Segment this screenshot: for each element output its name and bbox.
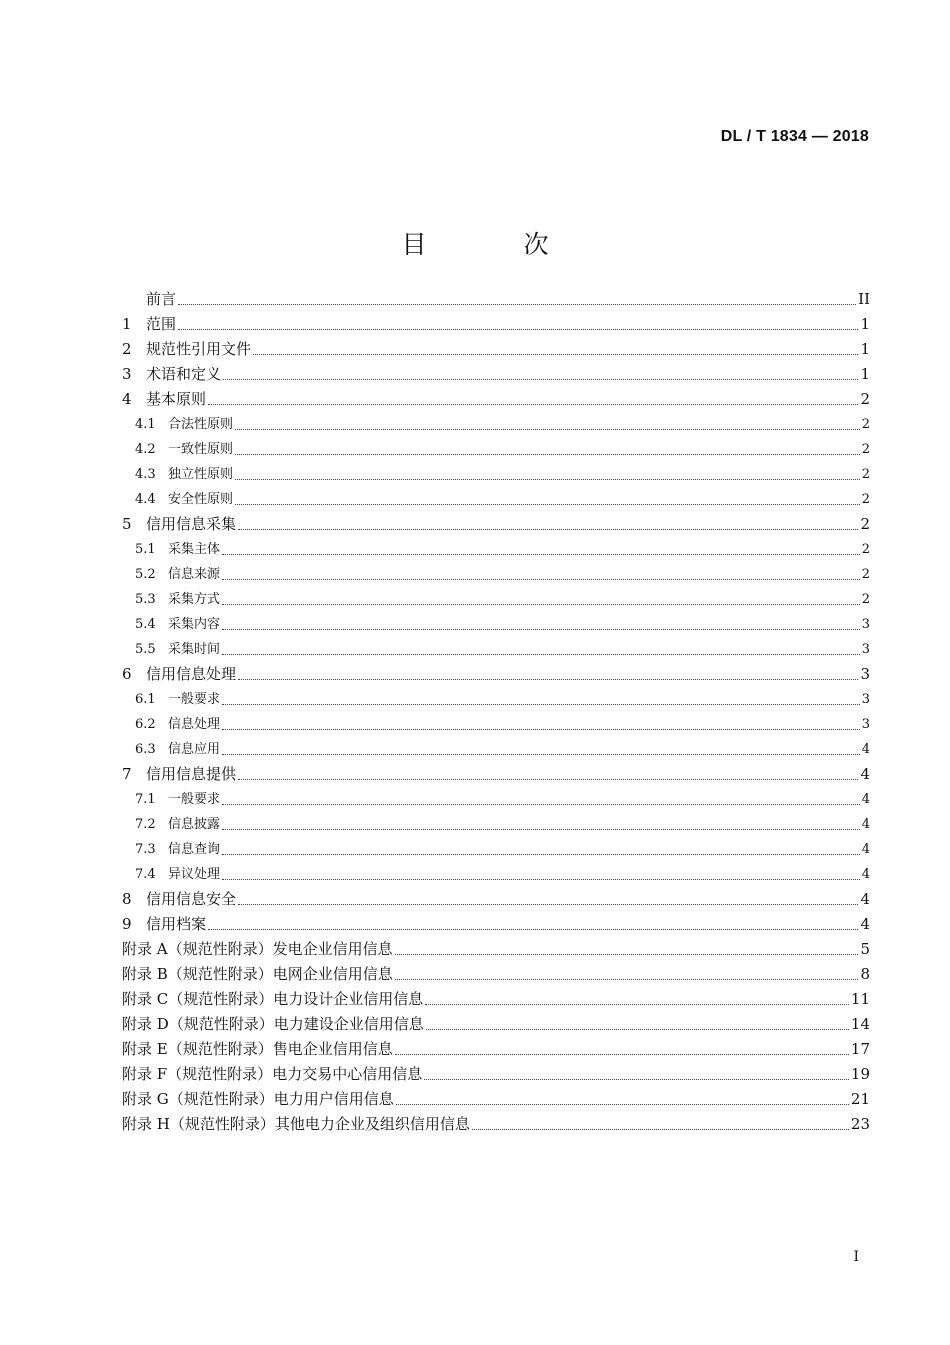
toc-leader — [208, 404, 858, 405]
toc-entry[interactable] — [122, 762, 870, 787]
toc-leader — [222, 554, 860, 555]
toc-entry[interactable] — [122, 712, 870, 737]
toc-entry[interactable] — [122, 662, 870, 687]
toc-number: 附录 G（规范性附录） — [122, 1090, 274, 1108]
toc-number: 4 — [122, 390, 132, 408]
toc-number: 8 — [122, 890, 132, 908]
toc-page: 4 — [861, 742, 870, 757]
toc-label: 电力建设企业信用信息 — [273, 1015, 424, 1033]
toc-entry[interactable] — [122, 562, 870, 587]
toc-number: 7.3 — [135, 842, 156, 857]
toc-number: 附录 C（规范性附录） — [122, 990, 274, 1008]
toc-leader — [222, 829, 860, 830]
toc-number: 附录 H（规范性附录） — [122, 1115, 275, 1133]
toc-entry[interactable] — [122, 837, 870, 862]
toc-label: 一般要求 — [168, 692, 221, 707]
toc-entry[interactable] — [122, 1112, 870, 1137]
toc-label: 合法性原则 — [168, 417, 234, 432]
toc-label: 规范性引用文件 — [146, 340, 252, 358]
toc-number: 附录 E（规范性附录） — [122, 1040, 273, 1058]
toc-number: 6.1 — [135, 692, 156, 707]
toc-label: 电力设计企业信用信息 — [273, 990, 424, 1008]
toc-leader — [395, 954, 859, 955]
toc-entry[interactable] — [122, 1087, 870, 1112]
toc-page: 17 — [850, 1040, 870, 1058]
toc-page: 2 — [861, 592, 870, 607]
toc-leader — [235, 504, 860, 505]
toc-number: 7.1 — [135, 792, 156, 807]
toc-number: 5 — [122, 515, 132, 533]
toc-entry[interactable] — [122, 462, 870, 487]
page-title: 目 次 — [401, 229, 585, 259]
toc-entry[interactable] — [122, 862, 870, 887]
toc-number: 5.2 — [135, 567, 156, 582]
toc-page: 2 — [860, 515, 870, 533]
toc-page: 3 — [861, 617, 870, 632]
toc-leader — [222, 879, 860, 880]
toc-page: 4 — [861, 817, 870, 832]
toc-number: 5.1 — [135, 542, 156, 557]
toc-entry[interactable] — [122, 362, 870, 387]
toc-page: II — [858, 290, 870, 308]
toc-page: 23 — [850, 1115, 870, 1133]
toc-label: 售电企业信用信息 — [272, 1040, 393, 1058]
toc-leader — [235, 479, 860, 480]
toc-leader — [235, 454, 860, 455]
toc-label: 信用信息安全 — [146, 890, 237, 908]
toc-page: 4 — [860, 915, 870, 933]
toc-label: 独立性原则 — [168, 467, 234, 482]
toc-number: 附录 F（规范性附录） — [122, 1065, 273, 1083]
toc-label: 电力用户信用信息 — [273, 1090, 394, 1108]
toc-page: 8 — [860, 965, 870, 983]
toc-label: 一致性原则 — [168, 442, 234, 457]
toc-leader — [426, 1029, 849, 1030]
toc-number: 3 — [122, 365, 132, 383]
toc-entry[interactable] — [122, 1037, 870, 1062]
toc-page: 4 — [861, 792, 870, 807]
toc-page: 1 — [860, 315, 870, 333]
toc-entry[interactable] — [122, 1012, 870, 1037]
toc-number: 5.3 — [135, 592, 156, 607]
toc-label: 发电企业信用信息 — [272, 940, 393, 958]
standard-code: DL / T 1834 — 2018 — [720, 128, 869, 145]
toc-label: 采集时间 — [168, 642, 221, 657]
toc-leader — [222, 754, 860, 755]
toc-page: 3 — [860, 665, 870, 683]
toc-label: 信息来源 — [168, 567, 221, 582]
toc-page: 4 — [861, 867, 870, 882]
toc-label: 信用信息采集 — [146, 515, 237, 533]
toc-label: 采集方式 — [168, 592, 221, 607]
toc-number: 5.5 — [135, 642, 156, 657]
toc-entry[interactable] — [122, 487, 870, 512]
toc-leader — [235, 429, 860, 430]
toc-leader — [222, 579, 860, 580]
toc-number: 附录 D（规范性附录） — [122, 1015, 274, 1033]
toc-leader — [396, 1104, 849, 1105]
toc-page: 4 — [860, 765, 870, 783]
toc-entry[interactable] — [122, 887, 870, 912]
toc-leader — [424, 1079, 849, 1080]
toc-page: 3 — [861, 717, 870, 732]
toc-entry[interactable] — [122, 812, 870, 837]
toc-entry[interactable] — [122, 337, 870, 362]
toc-label: 电力交易中心信用信息 — [272, 1065, 423, 1083]
toc-page: 4 — [860, 890, 870, 908]
toc-number: 4.3 — [135, 467, 156, 482]
toc-number: 4.1 — [135, 417, 156, 432]
toc-page: 2 — [861, 442, 870, 457]
toc-entry[interactable] — [122, 687, 870, 712]
toc-label: 其他电力企业及组织信用信息 — [274, 1115, 470, 1133]
toc-leader — [238, 779, 858, 780]
toc-entry[interactable] — [122, 437, 870, 462]
toc-number: 4.2 — [135, 442, 156, 457]
toc-leader — [253, 354, 858, 355]
toc-page: 5 — [860, 940, 870, 958]
toc-number: 6.3 — [135, 742, 156, 757]
toc-label: 术语和定义 — [146, 365, 222, 383]
toc-entry[interactable] — [122, 937, 870, 962]
toc-number: 1 — [122, 315, 132, 333]
toc-label: 前言 — [146, 290, 177, 308]
toc-leader — [222, 604, 860, 605]
toc-label: 电网企业信用信息 — [272, 965, 393, 983]
toc-number: 附录 B（规范性附录） — [122, 965, 273, 983]
toc-entry[interactable] — [122, 637, 870, 662]
toc-entry[interactable] — [122, 587, 870, 612]
toc-entry[interactable] — [122, 912, 870, 937]
toc-entry[interactable] — [122, 962, 870, 987]
toc-leader — [425, 1004, 849, 1005]
toc-number: 7 — [122, 765, 132, 783]
toc-number: 5.4 — [135, 617, 156, 632]
toc-number: 4.4 — [135, 492, 156, 507]
toc-leader — [238, 529, 858, 530]
toc-number: 6.2 — [135, 717, 156, 732]
toc-entry[interactable] — [122, 537, 870, 562]
toc-entry[interactable] — [122, 312, 870, 337]
toc-page: 2 — [861, 492, 870, 507]
toc-entry[interactable] — [122, 1062, 870, 1087]
toc-page: 4 — [861, 842, 870, 857]
toc-page: 2 — [861, 542, 870, 557]
toc-page: 1 — [860, 365, 870, 383]
toc-label: 信息披露 — [168, 817, 221, 832]
toc-label: 异议处理 — [168, 867, 221, 882]
toc-number: 附录 A（规范性附录） — [122, 940, 273, 958]
toc-entry[interactable] — [122, 612, 870, 637]
toc-entry[interactable] — [122, 412, 870, 437]
toc-entry[interactable] — [122, 512, 870, 537]
toc-entry[interactable] — [122, 387, 870, 412]
toc-number: 7.4 — [135, 867, 156, 882]
toc-label: 信用信息提供 — [146, 765, 237, 783]
toc-leader — [472, 1129, 849, 1130]
page-number: I — [853, 1249, 859, 1265]
toc-page: 2 — [860, 390, 870, 408]
toc-label: 范围 — [146, 315, 177, 333]
toc-label: 基本原则 — [146, 390, 207, 408]
toc-entry[interactable] — [122, 737, 870, 762]
toc-label: 信息应用 — [168, 742, 221, 757]
toc-label: 信息处理 — [168, 717, 221, 732]
toc-label: 安全性原则 — [168, 492, 234, 507]
toc-number: 9 — [122, 915, 132, 933]
toc-page: 2 — [861, 467, 870, 482]
toc-page: 3 — [861, 642, 870, 657]
toc-leader — [223, 379, 858, 380]
table-of-contents — [122, 287, 870, 1137]
toc-number: 7.2 — [135, 817, 156, 832]
toc-entry[interactable] — [122, 987, 870, 1012]
toc-page: 3 — [861, 692, 870, 707]
toc-leader — [222, 854, 860, 855]
toc-leader — [178, 304, 856, 305]
toc-page: 2 — [861, 567, 870, 582]
toc-page: 19 — [850, 1065, 870, 1083]
toc-page: 14 — [850, 1015, 870, 1033]
toc-page: 11 — [850, 990, 870, 1008]
toc-label: 信用信息处理 — [146, 665, 237, 683]
toc-leader — [222, 804, 860, 805]
toc-label: 采集内容 — [168, 617, 221, 632]
toc-leader — [238, 904, 858, 905]
toc-page: 2 — [861, 417, 870, 432]
toc-leader — [222, 629, 860, 630]
toc-leader — [222, 704, 860, 705]
toc-label: 一般要求 — [168, 792, 221, 807]
toc-label: 采集主体 — [168, 542, 221, 557]
toc-label: 信息查询 — [168, 842, 221, 857]
toc-entry[interactable] — [122, 787, 870, 812]
toc-leader — [208, 929, 858, 930]
toc-page: 21 — [850, 1090, 870, 1108]
toc-label: 信用档案 — [146, 915, 207, 933]
toc-entry[interactable] — [122, 287, 870, 312]
toc-leader — [222, 729, 860, 730]
toc-leader — [238, 679, 858, 680]
toc-leader — [178, 329, 858, 330]
toc-leader — [222, 654, 860, 655]
toc-number: 2 — [122, 340, 132, 358]
toc-page: 1 — [860, 340, 870, 358]
toc-leader — [395, 979, 859, 980]
toc-leader — [395, 1054, 849, 1055]
toc-number: 6 — [122, 665, 132, 683]
